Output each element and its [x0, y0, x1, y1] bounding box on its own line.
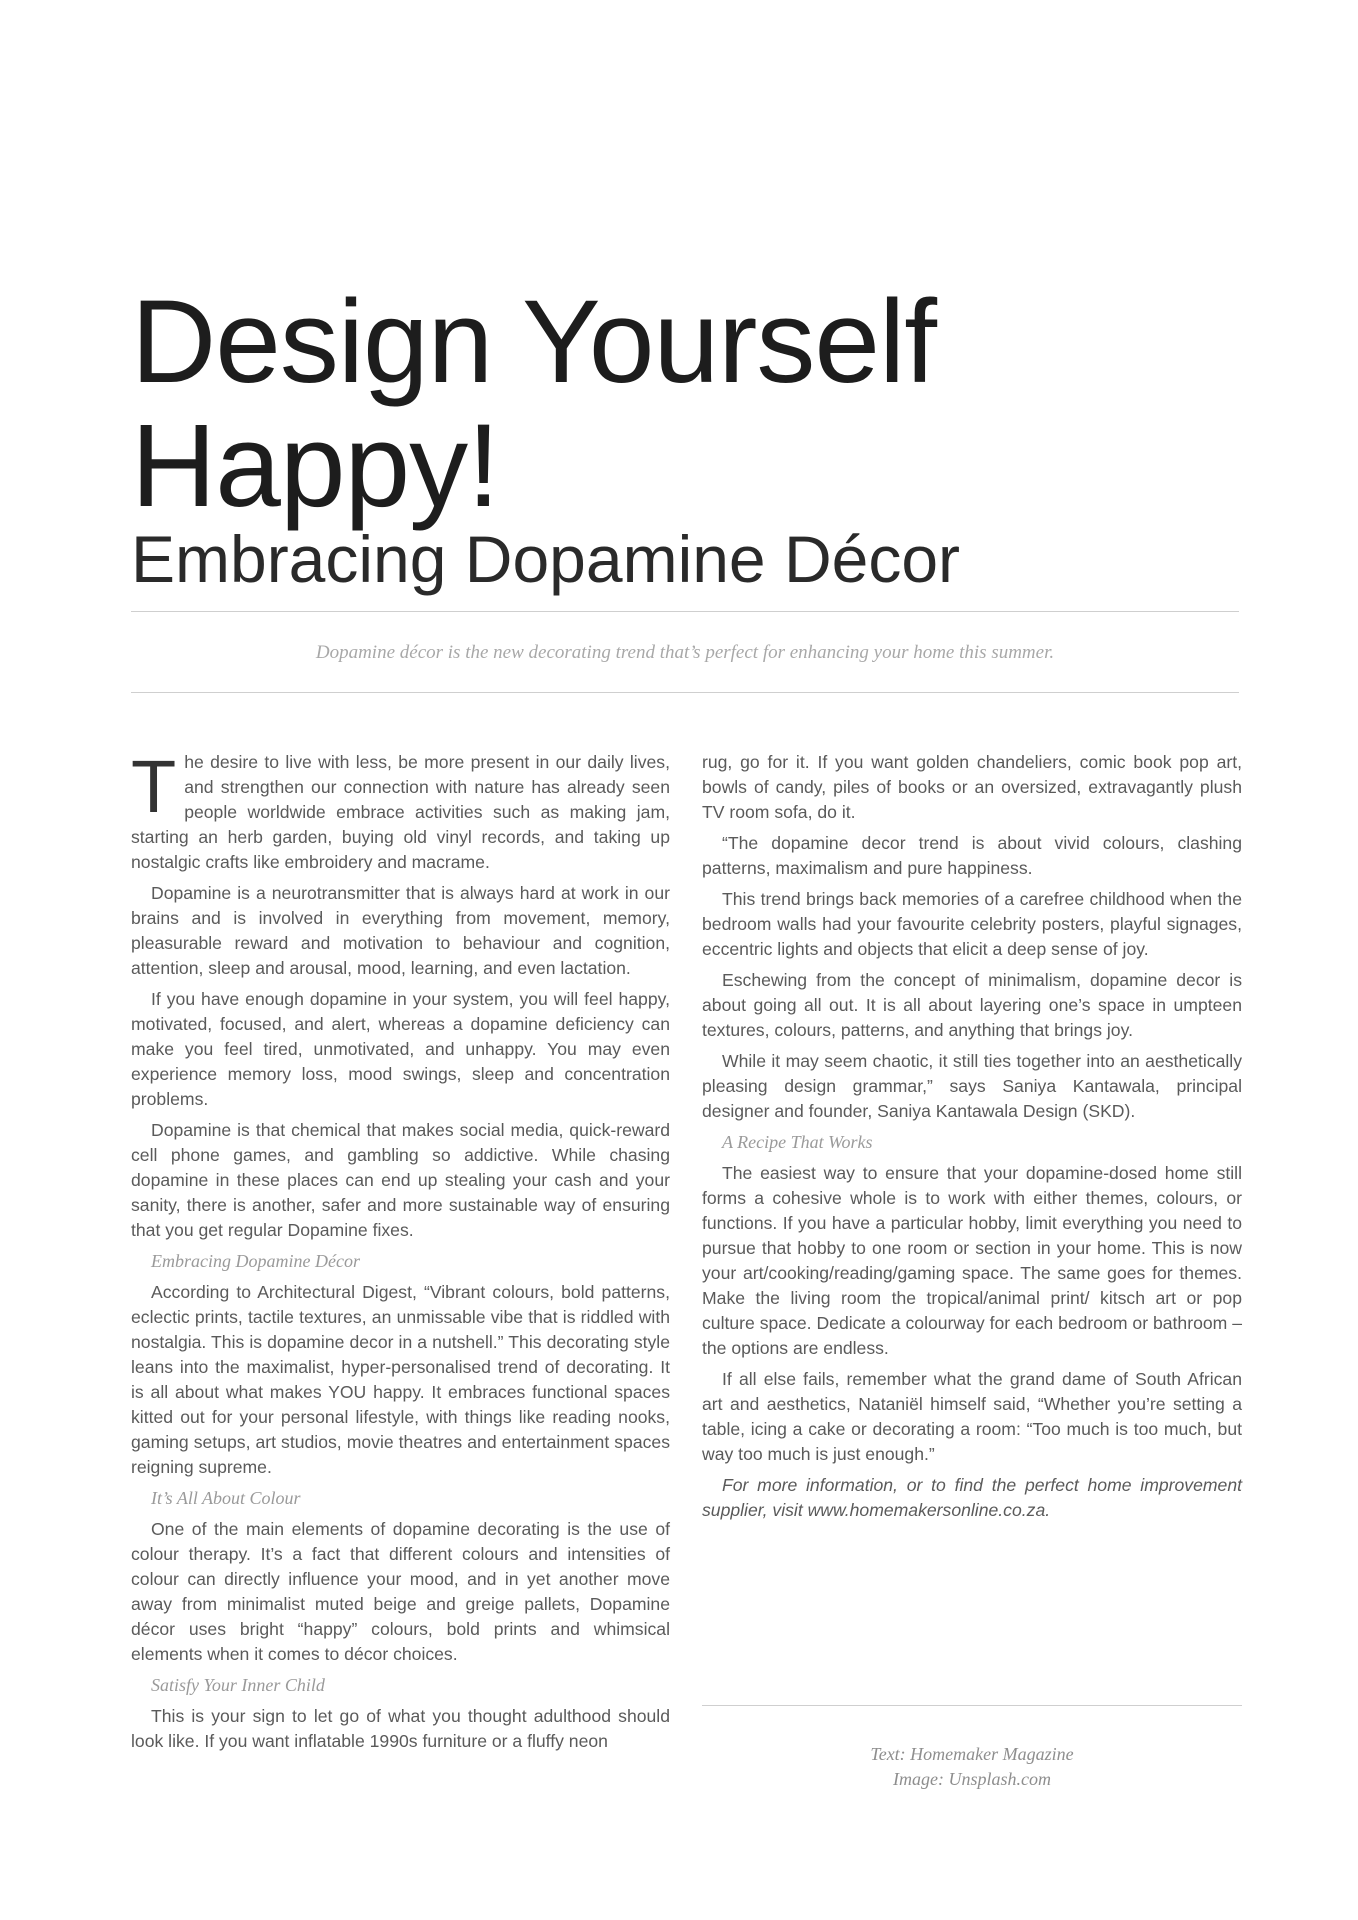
standfirst-divider [131, 692, 1239, 693]
section-heading: A Recipe That Works [722, 1132, 873, 1152]
section-heading: Embracing Dopamine Décor [151, 1251, 360, 1271]
paragraph: The easiest way to ensure that your dopamine-dosed home still forms a cohesive whole is to work with either themes, colours, or functions. If you have a particular hobby, limit everything you need to pursue that hobby to one room or section in your home. This is now your art/cooking/reading/gaming space. The same goes for themes. Make the living room the tropical/animal print/ kitsch art or pop culture space. Dedicate a colourway for each bedroom or bathroom – the options are endless. [702, 1163, 1242, 1358]
text-credit: Text: Homemaker Magazine [870, 1744, 1074, 1764]
paragraph: This trend brings back memories of a carefree childhood when the bedroom walls had your favourite celebrity posters, playful signages, eccentric lights and objects that elicit a deep sense of joy. [702, 889, 1242, 959]
drop-cap: T [131, 745, 177, 828]
intro-text: he desire to live with less, be more present in our daily lives, and strengthen our connection with nature has already seen people worldwide embrace activities such as making jam, starting an herb garden, buying old vinyl records, and taking up nostalgic crafts like embroidery and macrame. [131, 752, 670, 872]
paragraph: Eschewing from the concept of minimalism, dopamine decor is about going all out. It is all about layering one’s space in umpteen textures, colours, patterns, and anything that brings joy. [702, 970, 1242, 1040]
paragraph: One of the main elements of dopamine decorating is the use of colour therapy. It’s a fact that different colours and intensities of colour can directly influence your mood, and in yet another move away from minimalist muted beige and greige pallets, Dopamine décor uses bright “happy” colours, bold prints and whimsical elements when it comes to décor choices. [131, 1519, 670, 1664]
credits-divider [702, 1705, 1242, 1706]
intro-paragraph [131, 745, 670, 875]
title-line-2: Happy! [131, 400, 499, 532]
section-heading: Satisfy Your Inner Child [151, 1675, 325, 1695]
paragraph: According to Architectural Digest, “Vibrant colours, bold patterns, eclectic prints, tactile textures, an unmissable vibe that is riddled with nostalgia. This is dopamine decor in a nutshell.” This decorating style leans into the maximalist, hyper-personalised trend of decorating. It is all about what makes YOU happy. It embraces functional spaces kitted out for your personal lifestyle, with things like reading nooks, gaming setups, art studios, movie theatres and entertainment spaces reigning supreme. [131, 1282, 670, 1477]
left-column [131, 745, 670, 1760]
section-heading: It’s All About Colour [151, 1488, 301, 1508]
standfirst: Dopamine décor is the new decorating trend that’s perfect for enhancing your home this summer. [315, 642, 1055, 663]
article-subtitle: Embracing Dopamine Décor [131, 522, 961, 596]
paragraph: If all else fails, remember what the grand dame of South African art and aesthetics, Nataniël himself said, “Whether you’re setting a table, icing a cake or decorating a room: “Too much is too much, but way too much is just enough.” [702, 1369, 1242, 1464]
paragraph: If you have enough dopamine in your system, you will feel happy, motivated, focused, and alert, whereas a dopamine deficiency can make you feel tired, unmotivated, and unhappy. You may even experience memory loss, mood swings, sleep and concentration problems. [131, 989, 670, 1109]
image-credit: Image: Unsplash.com [893, 1769, 1051, 1789]
credits [702, 1742, 1242, 1792]
more-info-paragraph: For more information, or to find the perfect home improvement supplier, visit www.homemakersonline.co.za. [702, 1475, 1242, 1520]
paragraph: This is your sign to let go of what you thought adulthood should look like. If you want inflatable 1990s furniture or a fluffy neon [131, 1706, 670, 1751]
top-divider [131, 611, 1239, 612]
title-line-1: Design Yourself [131, 276, 937, 408]
paragraph: rug, go for it. If you want golden chandeliers, comic book pop art, bowls of candy, piles of books or an oversized, extravagantly plush TV room sofa, do it. [702, 752, 1242, 822]
article-title [131, 276, 937, 532]
paragraph: Dopamine is a neurotransmitter that is always hard at work in our brains and is involved in everything from movement, memory, pleasurable reward and motivation to behaviour and cognition, attention, sleep and arousal, mood, learning, and even lactation. [131, 883, 670, 978]
paragraph: “The dopamine decor trend is about vivid colours, clashing patterns, maximalism and pure happiness. [702, 833, 1242, 878]
paragraph: While it may seem chaotic, it still ties together into an aesthetically pleasing design grammar,” says Saniya Kantawala, principal designer and founder, Saniya Kantawala Design (SKD). [702, 1051, 1242, 1121]
paragraph: Dopamine is that chemical that makes social media, quick-reward cell phone games, and gambling so addictive. While chasing dopamine in these places can end up stealing your cash and your sanity, there is another, safer and more sustainable way of ensuring that you get regular Dopamine fixes. [131, 1120, 670, 1240]
right-column [702, 750, 1242, 1529]
